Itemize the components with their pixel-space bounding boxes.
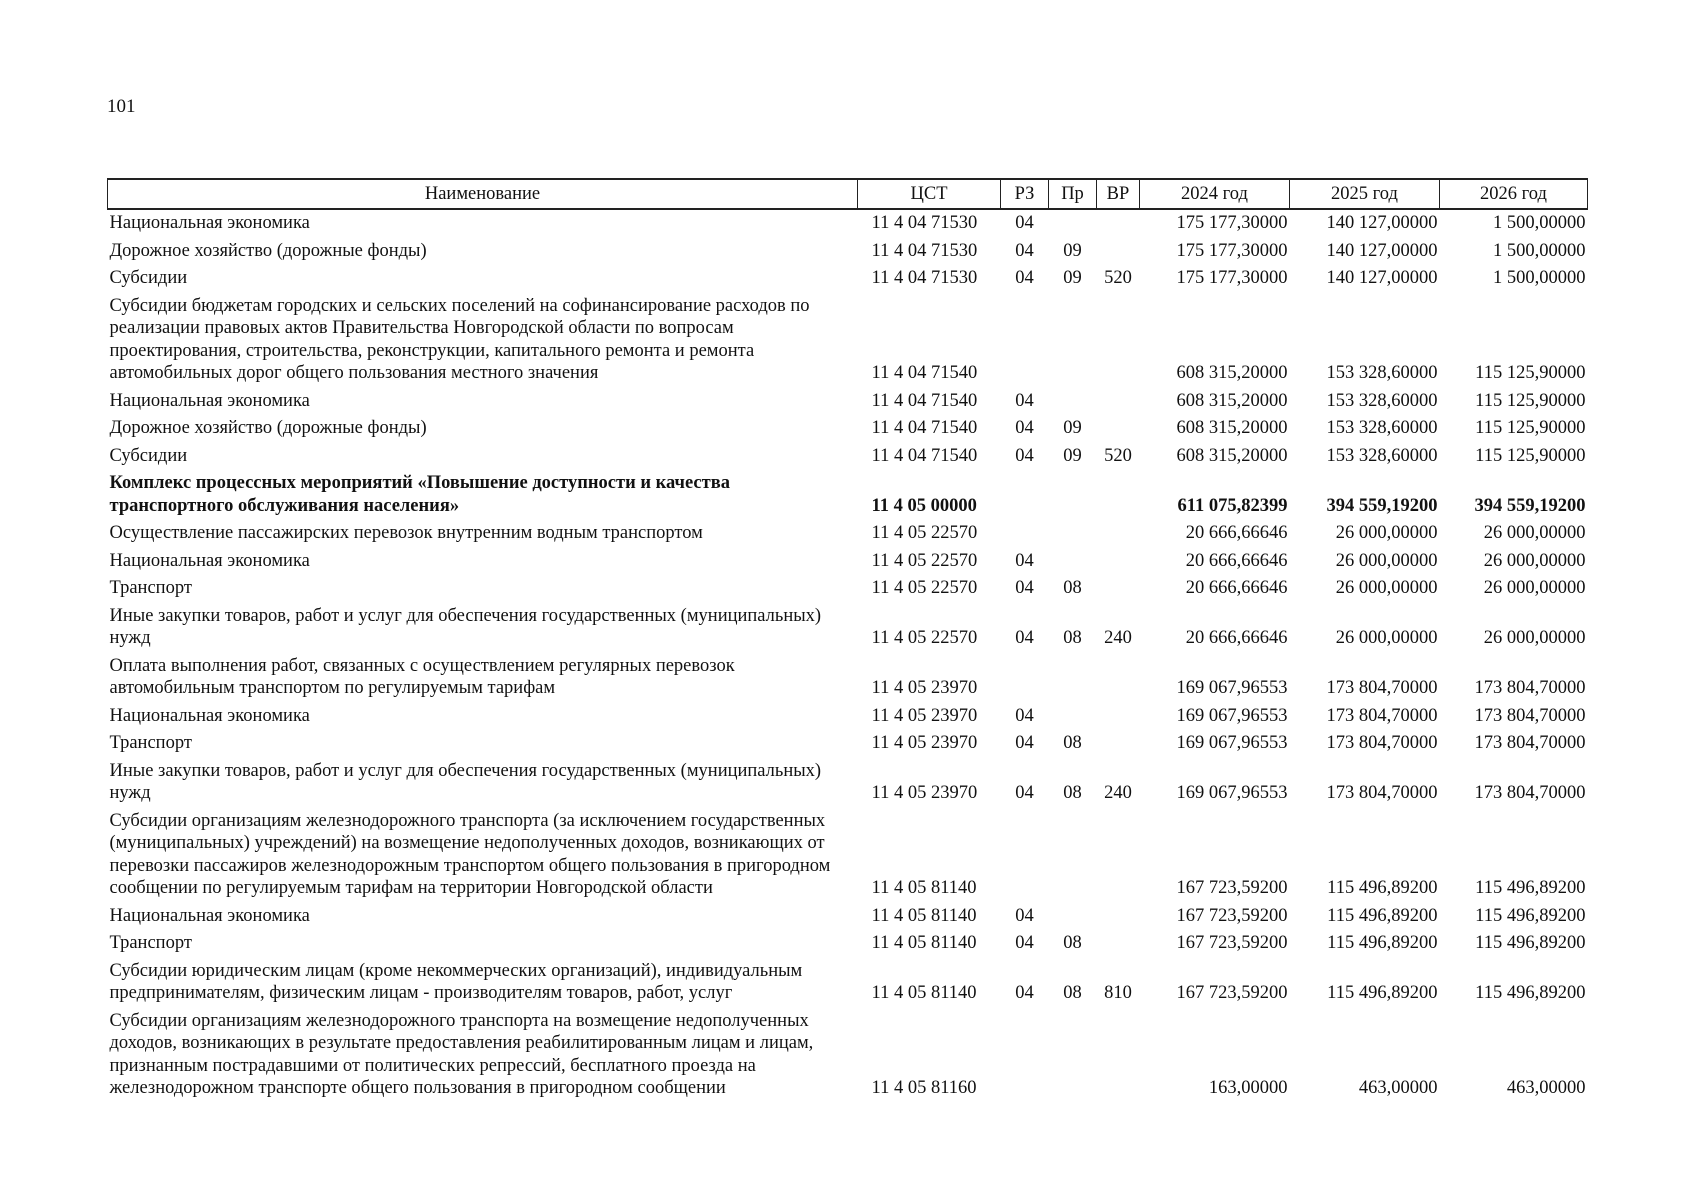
cell-vr — [1097, 808, 1140, 903]
header-rz: РЗ — [1001, 179, 1049, 209]
cell-y2024: 608 315,20000 — [1176, 418, 1288, 438]
cell-y2024: 169 067,96553 — [1176, 733, 1288, 753]
cell-y2026: 26 000,00000 — [1483, 628, 1586, 648]
cell-cst: 11 4 05 23970 — [871, 678, 978, 698]
table-row — [108, 209, 1588, 238]
cell-rz: 04 — [1015, 390, 1034, 411]
cell-vr: 240 — [1104, 628, 1132, 648]
header-cst: ЦСТ — [858, 179, 1001, 209]
cell-rz: 04 — [1015, 783, 1034, 803]
table-row — [108, 548, 1588, 576]
cell-rz: 04 — [1015, 240, 1034, 261]
cell-y2024: 611 075,82399 — [1177, 495, 1288, 516]
cell-cst: 11 4 04 71540 — [871, 363, 978, 383]
cell-y2024: 175 177,30000 — [1176, 240, 1288, 261]
cell-cst: 11 4 04 71540 — [871, 418, 978, 438]
cell-name: Субсидии — [109, 445, 188, 466]
cell-rz — [1001, 1008, 1049, 1103]
cell-cst: 11 4 04 71530 — [871, 213, 978, 233]
cell-rz: 04 — [1015, 268, 1034, 288]
cell-y2024: 608 315,20000 — [1176, 445, 1288, 466]
cell-y2024: 608 315,20000 — [1176, 363, 1288, 383]
cell-y2026: 1 500,00000 — [1493, 268, 1586, 288]
cell-vr — [1097, 703, 1140, 731]
cell-y2024: 20 666,66646 — [1185, 578, 1288, 598]
cell-vr: 240 — [1104, 783, 1132, 803]
cell-pr — [1049, 903, 1097, 931]
cell-rz: 04 — [1015, 733, 1034, 753]
table-row — [108, 238, 1588, 266]
cell-pr: 08 — [1063, 983, 1082, 1003]
header-2026: 2026 год — [1440, 179, 1588, 209]
cell-y2026: 1 500,00000 — [1493, 213, 1586, 233]
cell-pr: 08 — [1063, 628, 1082, 648]
cell-vr — [1097, 388, 1140, 416]
cell-y2026: 26 000,00000 — [1483, 523, 1586, 543]
cell-name: Оплата выполнения работ, связанных с осуществлением регулярных перевозок автомобильным транспортом по регулируемым тарифам — [109, 655, 735, 698]
cell-y2025: 26 000,00000 — [1335, 550, 1438, 571]
cell-y2026: 394 559,19200 — [1474, 495, 1586, 516]
cell-cst: 11 4 05 22570 — [871, 523, 978, 543]
cell-y2024: 175 177,30000 — [1176, 268, 1288, 288]
table-row — [108, 265, 1588, 293]
cell-y2024: 175 177,30000 — [1176, 213, 1288, 233]
cell-vr — [1097, 548, 1140, 576]
cell-pr — [1049, 653, 1097, 703]
cell-name: Транспорт — [109, 933, 192, 953]
cell-y2024: 167 723,59200 — [1176, 983, 1288, 1003]
cell-vr — [1097, 238, 1140, 266]
page-number: 101 — [107, 96, 136, 117]
table-row — [108, 808, 1588, 903]
cell-name: Осуществление пассажирских перевозок внутренним водным транспортом — [109, 523, 703, 543]
cell-y2024: 20 666,66646 — [1185, 628, 1288, 648]
cell-y2026: 173 804,70000 — [1474, 678, 1586, 698]
cell-y2026: 1 500,00000 — [1493, 240, 1586, 261]
cell-vr — [1097, 520, 1140, 548]
table-row — [108, 758, 1588, 808]
cell-rz: 04 — [1015, 213, 1034, 233]
cell-rz: 04 — [1015, 445, 1034, 466]
cell-rz: 04 — [1015, 905, 1034, 926]
cell-y2025: 463,00000 — [1358, 1078, 1438, 1098]
cell-name: Субсидии — [109, 268, 188, 288]
cell-y2026: 115 496,89200 — [1475, 933, 1586, 953]
table-body — [108, 209, 1588, 1103]
table-row — [108, 293, 1588, 388]
cell-cst: 11 4 05 81140 — [871, 933, 977, 953]
cell-rz — [1001, 808, 1049, 903]
cell-vr — [1097, 930, 1140, 958]
cell-y2024: 167 723,59200 — [1176, 905, 1288, 926]
table-row — [108, 575, 1588, 603]
cell-y2024: 169 067,96553 — [1176, 678, 1288, 698]
cell-rz — [1001, 470, 1049, 520]
cell-cst: 11 4 05 81160 — [871, 1078, 977, 1098]
cell-cst: 11 4 05 81140 — [871, 983, 977, 1003]
cell-y2024: 20 666,66646 — [1185, 550, 1288, 571]
cell-y2025: 153 328,60000 — [1326, 390, 1438, 411]
cell-y2025: 140 127,00000 — [1326, 240, 1438, 261]
cell-y2026: 173 804,70000 — [1474, 783, 1586, 803]
cell-y2025: 115 496,89200 — [1327, 933, 1438, 953]
cell-pr: 08 — [1063, 578, 1082, 598]
cell-y2026: 173 804,70000 — [1474, 705, 1586, 726]
table-row — [108, 730, 1588, 758]
cell-rz — [1001, 293, 1049, 388]
cell-y2024: 167 723,59200 — [1176, 878, 1288, 898]
cell-y2024: 163,00000 — [1208, 1078, 1288, 1098]
cell-rz: 04 — [1015, 705, 1034, 726]
cell-name: Транспорт — [109, 578, 192, 598]
cell-pr: 08 — [1063, 933, 1082, 953]
cell-pr — [1049, 1008, 1097, 1103]
cell-vr — [1097, 293, 1140, 388]
cell-name: Транспорт — [109, 733, 192, 753]
cell-cst: 11 4 04 71540 — [871, 390, 978, 411]
cell-cst: 11 4 04 71530 — [871, 240, 978, 261]
cell-vr — [1097, 653, 1140, 703]
cell-y2026: 463,00000 — [1506, 1078, 1586, 1098]
cell-name: Иные закупки товаров, работ и услуг для обеспечения государственных (муниципальных) нужд — [109, 760, 822, 803]
cell-rz — [1001, 520, 1049, 548]
cell-y2026: 115 125,90000 — [1475, 418, 1586, 438]
cell-y2025: 153 328,60000 — [1326, 418, 1438, 438]
cell-cst: 11 4 05 00000 — [871, 495, 977, 516]
cell-name: Национальная экономика — [109, 390, 310, 411]
cell-vr: 520 — [1104, 445, 1132, 466]
cell-vr — [1097, 209, 1140, 238]
cell-name: Комплекс процессных мероприятий «Повышение доступности и качества транспортного обслуживания населения» — [109, 473, 730, 516]
cell-y2024: 167 723,59200 — [1176, 933, 1288, 953]
cell-vr — [1097, 415, 1140, 443]
cell-vr: 520 — [1104, 268, 1132, 288]
cell-rz: 04 — [1015, 418, 1034, 438]
cell-y2026: 26 000,00000 — [1483, 550, 1586, 571]
cell-rz: 04 — [1015, 550, 1034, 571]
cell-y2024: 169 067,96553 — [1176, 783, 1288, 803]
cell-name: Субсидии юридическим лицам (кроме некоммерческих организаций), индивидуальным предпринимателям, физическим лицам - производителям товаров, работ, услуг — [109, 960, 803, 1003]
cell-y2024: 608 315,20000 — [1176, 390, 1288, 411]
cell-cst: 11 4 05 23970 — [871, 733, 978, 753]
cell-cst: 11 4 05 22570 — [871, 628, 978, 648]
cell-rz: 04 — [1015, 933, 1034, 953]
cell-y2025: 115 496,89200 — [1327, 983, 1438, 1003]
cell-vr: 810 — [1104, 983, 1132, 1003]
cell-y2025: 115 496,89200 — [1327, 905, 1438, 926]
table-row — [108, 903, 1588, 931]
cell-pr — [1049, 520, 1097, 548]
table-row — [108, 415, 1588, 443]
cell-cst: 11 4 05 81140 — [871, 905, 977, 926]
cell-y2026: 115 496,89200 — [1475, 878, 1586, 898]
cell-name: Национальная экономика — [109, 213, 310, 233]
cell-rz — [1001, 653, 1049, 703]
cell-name: Национальная экономика — [109, 905, 310, 926]
cell-name: Субсидии организациям железнодорожного транспорта (за исключением государственных (муниципальных) учреждений) на возмещение недополученных доходов, возникающих от перевозки пассажиров железнодорожным транспортом общего пользования в пригородном сообщении по регулируемым тарифам на территории Новгородской области — [109, 810, 831, 898]
cell-y2024: 20 666,66646 — [1185, 523, 1288, 543]
cell-cst: 11 4 05 81140 — [871, 878, 977, 898]
cell-y2024: 169 067,96553 — [1176, 705, 1288, 726]
cell-y2026: 115 125,90000 — [1475, 445, 1586, 466]
cell-name: Иные закупки товаров, работ и услуг для обеспечения государственных (муниципальных) нужд — [109, 605, 822, 648]
cell-cst: 11 4 05 23970 — [871, 783, 978, 803]
header-row — [108, 179, 1588, 209]
cell-rz: 04 — [1015, 578, 1034, 598]
table-row — [108, 443, 1588, 471]
cell-y2026: 26 000,00000 — [1483, 578, 1586, 598]
cell-cst: 11 4 04 71540 — [871, 445, 978, 466]
cell-y2025: 153 328,60000 — [1326, 445, 1438, 466]
cell-y2026: 115 496,89200 — [1475, 983, 1586, 1003]
header-name: Наименование — [108, 179, 858, 209]
cell-y2026: 173 804,70000 — [1474, 733, 1586, 753]
cell-y2025: 394 559,19200 — [1326, 495, 1438, 516]
cell-name: Субсидии бюджетам городских и сельских поселений на софинансирование расходов по реализации правовых актов Правительства Новгородской области по вопросам проектирования, строительства, реконструкции, капитального ремонта и ремонта автомобильных дорог общего пользования местного значения — [109, 295, 810, 383]
cell-vr — [1097, 903, 1140, 931]
cell-vr — [1097, 1008, 1140, 1103]
cell-pr — [1049, 388, 1097, 416]
cell-y2026: 115 125,90000 — [1475, 363, 1586, 383]
cell-pr — [1049, 293, 1097, 388]
table-header — [108, 179, 1588, 209]
cell-pr: 09 — [1063, 240, 1082, 261]
header-pr: Пр — [1049, 179, 1097, 209]
cell-vr — [1097, 575, 1140, 603]
cell-pr: 09 — [1063, 268, 1082, 288]
table-row — [108, 520, 1588, 548]
cell-pr: 08 — [1063, 733, 1082, 753]
cell-vr — [1097, 730, 1140, 758]
cell-cst: 11 4 04 71530 — [871, 268, 978, 288]
cell-cst: 11 4 05 22570 — [871, 578, 978, 598]
cell-pr: 09 — [1063, 418, 1082, 438]
cell-y2025: 173 804,70000 — [1326, 705, 1438, 726]
cell-y2025: 26 000,00000 — [1335, 523, 1438, 543]
cell-rz: 04 — [1015, 628, 1034, 648]
cell-name: Дорожное хозяйство (дорожные фонды) — [109, 418, 427, 438]
table-row — [108, 470, 1588, 520]
cell-pr — [1049, 548, 1097, 576]
cell-name: Национальная экономика — [109, 550, 310, 571]
cell-y2026: 115 496,89200 — [1475, 905, 1586, 926]
cell-pr — [1049, 209, 1097, 238]
table-row — [108, 603, 1588, 653]
cell-cst: 11 4 05 22570 — [871, 550, 978, 571]
cell-vr — [1097, 470, 1140, 520]
cell-pr: 09 — [1063, 445, 1082, 466]
cell-y2025: 173 804,70000 — [1326, 678, 1438, 698]
cell-y2025: 26 000,00000 — [1335, 578, 1438, 598]
header-2025: 2025 год — [1290, 179, 1440, 209]
table-row — [108, 1008, 1588, 1103]
cell-pr: 08 — [1063, 783, 1082, 803]
cell-name: Национальная экономика — [109, 705, 310, 726]
table-row — [108, 653, 1588, 703]
cell-pr — [1049, 808, 1097, 903]
table-row — [108, 388, 1588, 416]
cell-y2025: 140 127,00000 — [1326, 213, 1438, 233]
table-row — [108, 958, 1588, 1008]
cell-pr — [1049, 703, 1097, 731]
cell-pr — [1049, 470, 1097, 520]
cell-y2025: 26 000,00000 — [1335, 628, 1438, 648]
cell-y2025: 173 804,70000 — [1326, 783, 1438, 803]
cell-name: Субсидии организациям железнодорожного транспорта на возмещение недополученных доходов, возникающих в результате предоставления реабилитированным лицам и лицам, признанным пострадавшими от политических репрессий, бесплатного проезда на железнодорожном транспорте общего пользования в пригородном сообщении — [109, 1010, 814, 1098]
cell-y2025: 115 496,89200 — [1327, 878, 1438, 898]
header-vr: ВР — [1097, 179, 1140, 209]
header-2024: 2024 год — [1140, 179, 1290, 209]
cell-name: Дорожное хозяйство (дорожные фонды) — [109, 240, 427, 261]
cell-rz: 04 — [1015, 983, 1034, 1003]
budget-table — [107, 178, 1588, 1103]
cell-cst: 11 4 05 23970 — [871, 705, 978, 726]
cell-y2026: 115 125,90000 — [1475, 390, 1586, 411]
cell-y2025: 140 127,00000 — [1326, 268, 1438, 288]
cell-y2025: 173 804,70000 — [1326, 733, 1438, 753]
table-row — [108, 703, 1588, 731]
cell-y2025: 153 328,60000 — [1326, 363, 1438, 383]
table-row — [108, 930, 1588, 958]
